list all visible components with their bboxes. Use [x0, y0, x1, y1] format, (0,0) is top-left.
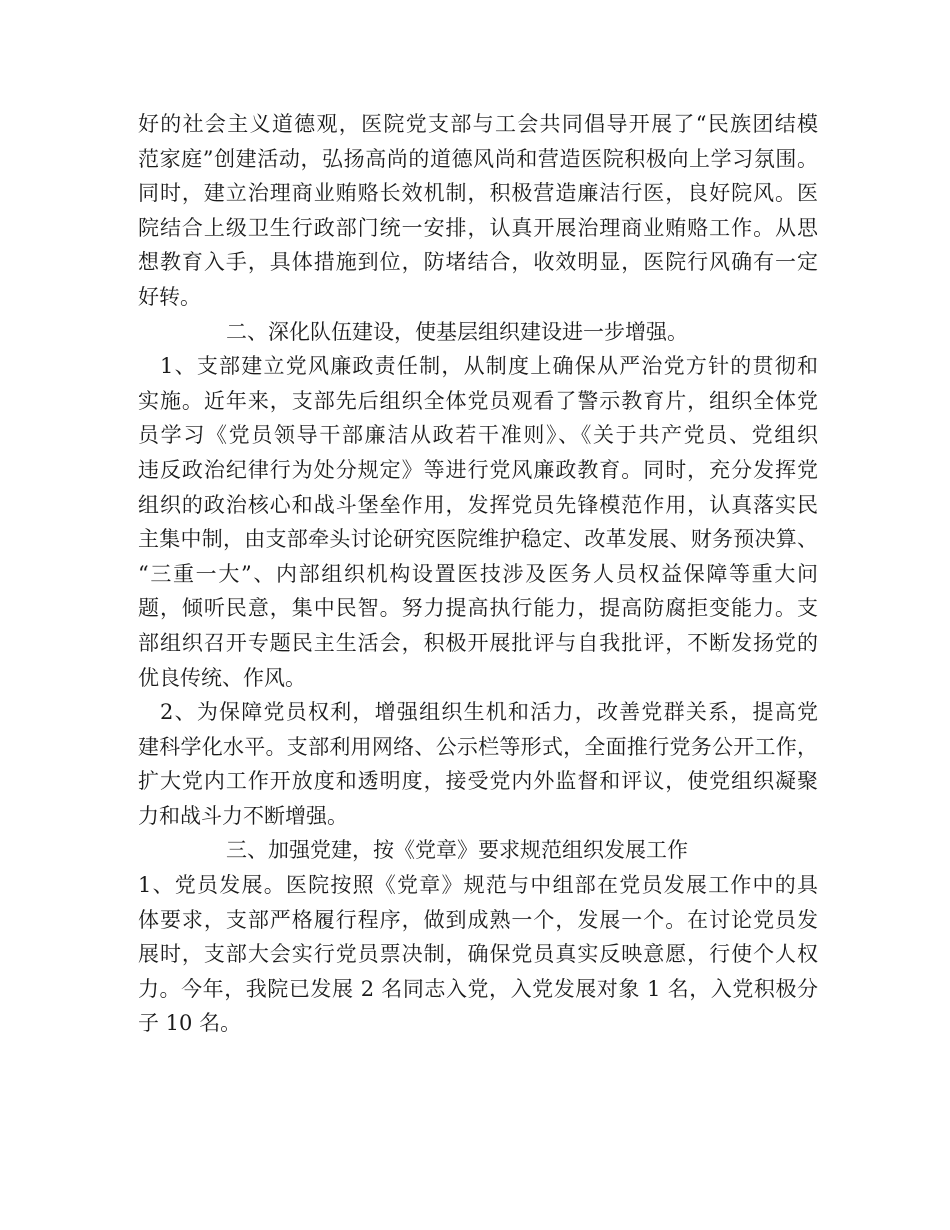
- paragraph-last-line: 优良传统、作风。: [138, 665, 306, 690]
- body-text-line: 想教育入手，具体措施到位，防堵结合，收效明显，医院行风确有一定: [138, 250, 818, 275]
- body-text-line: 展时，支部大会实行党员票决制，确保党员真实反映意愿，行使个人权: [138, 942, 818, 967]
- body-text-line: 同时，建立治理商业贿赂长效机制，积极营造廉洁行医，良好院风。医: [138, 181, 818, 206]
- body-text-line: 1、党员发展。医院按照《党章》规范与中组部在党员发展工作中的具: [138, 873, 818, 898]
- body-text-line: 力。今年，我院已发展 2 名同志入党，入党发展对象 1 名，入党积极分: [138, 976, 818, 1001]
- body-text-line: 违反政治纪律行为处分规定》等进行党风廉政教育。同时，充分发挥党: [138, 457, 818, 482]
- paragraph-last-line: 力和战斗力不断增强。: [138, 803, 348, 828]
- body-text-line: 组织的政治核心和战斗堡垒作用，发挥党员先锋模范作用，认真落实民: [138, 492, 818, 517]
- list-item-first-line: 2、为保障党员权利，增强组织生机和活力，改善党群关系，提高党: [160, 700, 818, 725]
- body-text-line: “三重一大”、内部组织机构设置医技涉及医务人员权益保障等重大问: [138, 561, 818, 586]
- body-text-line: 建科学化水平。支部利用网络、公示栏等形式，全面推行党务公开工作，: [138, 734, 818, 759]
- body-text-line: 题，倾听民意，集中民智。努力提高执行能力，提高防腐拒变能力。支: [138, 596, 818, 621]
- section-heading: 三、加强党建，按《党章》要求规范组织发展工作: [226, 838, 688, 863]
- section-heading: 二、深化队伍建设，使基层组织建设进一步增强。: [226, 319, 688, 344]
- body-text-line: 员学习《党员领导干部廉洁从政若干准则》、《关于共产党员、党组织: [138, 423, 818, 448]
- body-text-line: 院结合上级卫生行政部门统一安排，认真开展治理商业贿赂工作。从思: [138, 215, 818, 240]
- body-text-line: 部组织召开专题民主生活会，积极开展批评与自我批评，不断发扬党的: [138, 630, 818, 655]
- body-text-line: 主集中制，由支部牵头讨论研究医院维护稳定、改革发展、财务预决算、: [138, 527, 818, 552]
- body-text-line: 实施。近年来，支部先后组织全体党员观看了警示教育片，组织全体党: [138, 388, 818, 413]
- body-text-line: 扩大党内工作开放度和透明度，接受党内外监督和评议，使党组织凝聚: [138, 769, 818, 794]
- paragraph-last-line: 好转。: [138, 284, 201, 309]
- body-text-line: 好的社会主义道德观，医院党支部与工会共同倡导开展了“民族团结模: [138, 112, 818, 136]
- list-item-first-line: 1、支部建立党风廉政责任制，从制度上确保从严治党方针的贯彻和: [160, 354, 818, 379]
- document-page: [138, 107, 818, 1041]
- body-text-line: 范家庭”创建活动，弘扬高尚的道德风尚和营造医院积极向上学习氛围。: [138, 146, 818, 171]
- paragraph-last-line: 子 10 名。: [138, 1011, 242, 1036]
- body-text-line: 体要求，支部严格履行程序，做到成熟一个，发展一个。在讨论党员发: [138, 907, 818, 932]
